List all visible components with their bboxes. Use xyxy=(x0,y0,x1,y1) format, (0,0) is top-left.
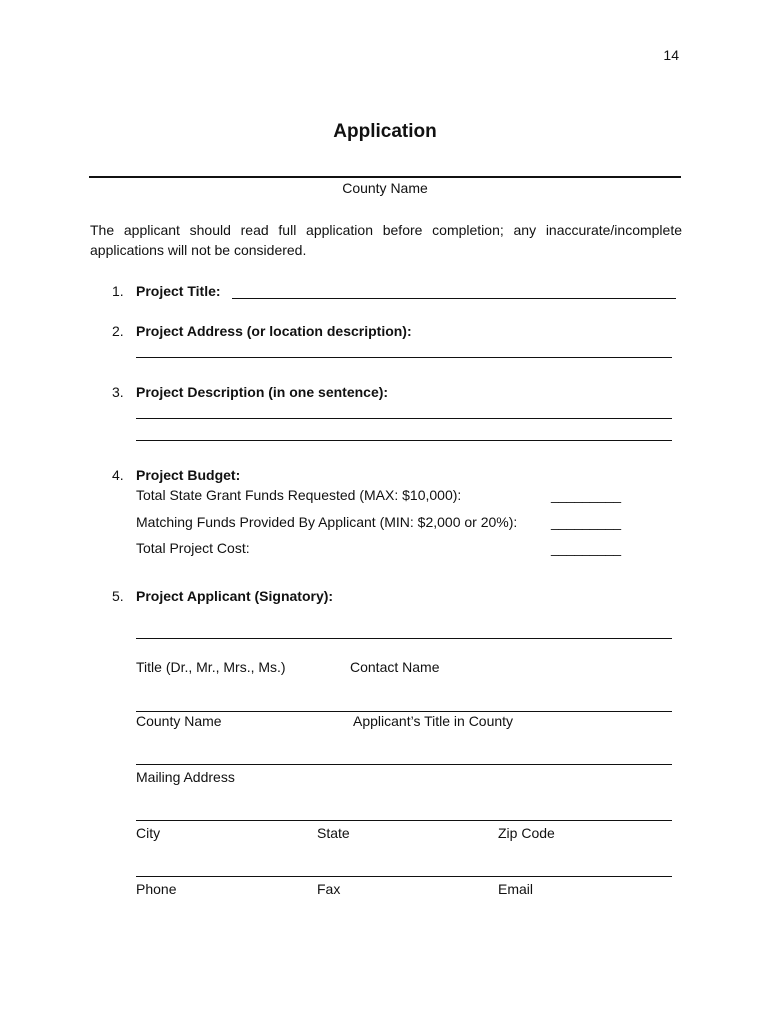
state-caption: State xyxy=(317,825,350,841)
county-name-line[interactable] xyxy=(89,176,681,178)
page-number: 14 xyxy=(663,47,679,63)
matching-funds-label: Matching Funds Provided By Applicant (MIN: $2,000 or 20%): xyxy=(136,514,518,530)
county-name-caption-2: County Name xyxy=(136,713,222,729)
project-description-field-line-2[interactable] xyxy=(136,440,672,441)
project-applicant-label: Project Applicant (Signatory): xyxy=(136,588,334,604)
city-caption: City xyxy=(136,825,161,841)
fax-caption: Fax xyxy=(317,881,341,897)
project-description-label: Project Description (in one sentence): xyxy=(136,384,389,400)
intro-text: The applicant should read full application before completion; any inaccurate/incomplete applications will not be considered. xyxy=(90,222,682,258)
item-2-number: 2. xyxy=(112,323,124,339)
zip-code-caption: Zip Code xyxy=(498,825,555,841)
total-cost-field[interactable]: _________ xyxy=(551,540,622,556)
page-title: Application xyxy=(333,121,437,142)
state-grant-field[interactable]: _________ xyxy=(551,487,622,503)
total-cost-label: Total Project Cost: xyxy=(136,540,250,556)
phone-caption: Phone xyxy=(136,881,177,897)
project-budget-label: Project Budget: xyxy=(136,467,241,483)
mailing-address-caption: Mailing Address xyxy=(136,769,235,785)
project-address-label: Project Address (or location description): xyxy=(136,323,412,339)
county-title-field[interactable] xyxy=(136,711,672,712)
project-address-field[interactable] xyxy=(136,357,672,358)
county-name-caption: County Name xyxy=(342,180,428,196)
title-caption: Title (Dr., Mr., Mrs., Ms.) xyxy=(136,659,286,675)
item-1-number: 1. xyxy=(112,283,124,299)
project-description-field-line-1[interactable] xyxy=(136,418,672,419)
contact-name-caption: Contact Name xyxy=(350,659,440,675)
item-3-number: 3. xyxy=(112,384,124,400)
title-contact-name-field[interactable] xyxy=(136,638,672,639)
project-title-field[interactable] xyxy=(232,298,676,299)
project-title-label: Project Title: xyxy=(136,283,221,299)
email-caption: Email xyxy=(498,881,534,897)
mailing-address-field[interactable] xyxy=(136,764,672,765)
matching-funds-field[interactable]: _________ xyxy=(551,514,622,530)
phone-fax-email-field[interactable] xyxy=(136,876,672,877)
item-5-number: 5. xyxy=(112,588,124,604)
applicant-title-caption: Applicant’s Title in County xyxy=(353,713,514,729)
state-grant-label: Total State Grant Funds Requested (MAX: $10,000): xyxy=(136,487,462,503)
city-state-zip-field[interactable] xyxy=(136,820,672,821)
item-4-number: 4. xyxy=(112,467,124,483)
